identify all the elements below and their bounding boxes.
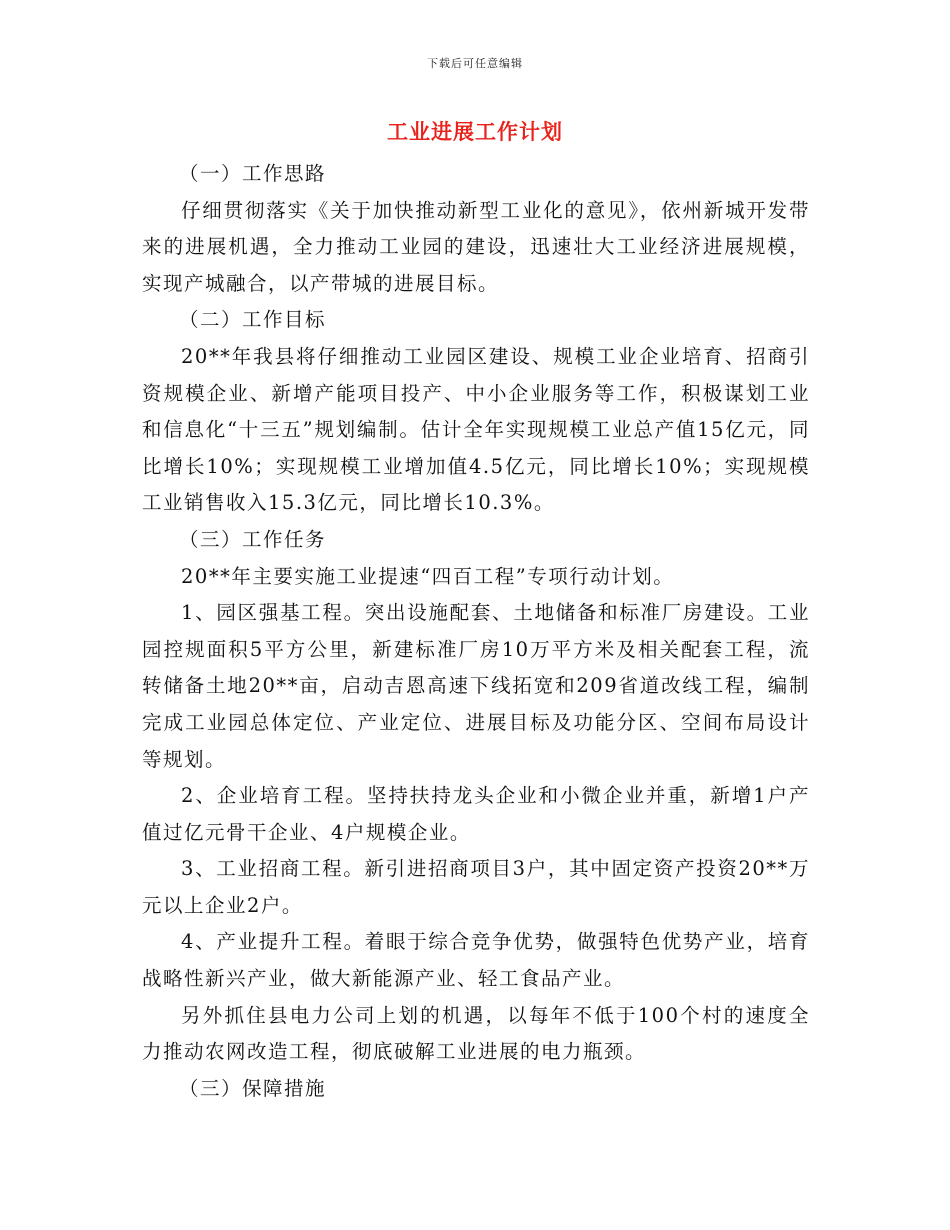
paragraph-work-ideas: 仔细贯彻落实《关于加快推动新型工业化的意见》，依州新城开发带来的进展机遇，全力推动工业园的建设，迅速壮大工业经济进展规模，实现产城融合，以产带城的进展目标。 xyxy=(142,198,810,295)
paragraph-task-1: 1、园区强基工程。突出设施配套、土地储备和标准厂房建设。工业园控规面积5平方公里，新建标准厂房10万平方米及相关配套工程，流转储备土地20**亩，启动吉恩高速下线拓宽和209省道改线工程，编制完成工业园总体定位、产业定位、进展目标及功能分区、空间布局设计等规划。 xyxy=(142,601,810,771)
paragraph-work-goals: 20**年我县将仔细推动工业园区建设、规模工业企业培育、招商引资规模企业、新增产能项目投产、中小企业服务等工作，积极谋划工业和信息化“十三五”规划编制。估计全年实现规模工业总产值15亿元，同比增长10%；实现规模工业增加值4.5亿元，同比增长10%；实现规模工业销售收入15.3亿元，同比增长10.3%。 xyxy=(142,344,810,515)
paragraph-tasks-intro: 20**年主要实施工业提速“四百工程”专项行动计划。 xyxy=(181,564,675,588)
paragraph-task-3: 3、工业招商工程。新引进招商项目3户，其中固定资产投资20**万元以上企业2户。 xyxy=(142,857,810,917)
paragraph-task-4: 4、产业提升工程。着眼于综合竞争优势，做强特色优势产业，培育战略性新兴产业，做大新能源产业、轻工食品产业。 xyxy=(142,930,810,991)
document-title: 工业进展工作计划 xyxy=(387,119,563,144)
section-heading-work-ideas: （一）工作思路 xyxy=(179,162,327,185)
header-note: 下载后可任意编辑 xyxy=(427,57,523,70)
section-heading-work-tasks: （三）工作任务 xyxy=(179,527,327,551)
paragraph-task-2: 2、企业培育工程。坚持扶持龙头企业和小微企业并重，新增1户产值过亿元骨干企业、4户规模企业。 xyxy=(142,784,810,844)
section-heading-safeguards: （三）保障措施 xyxy=(179,1076,327,1100)
paragraph-power-grid: 另外抓住县电力公司上划的机遇，以每年不低于100个村的速度全力推动农网改造工程，彻底破解工业进展的电力瓶颈。 xyxy=(142,1003,810,1064)
section-heading-work-goals: （二）工作目标 xyxy=(179,308,327,332)
document-body xyxy=(142,156,810,1107)
